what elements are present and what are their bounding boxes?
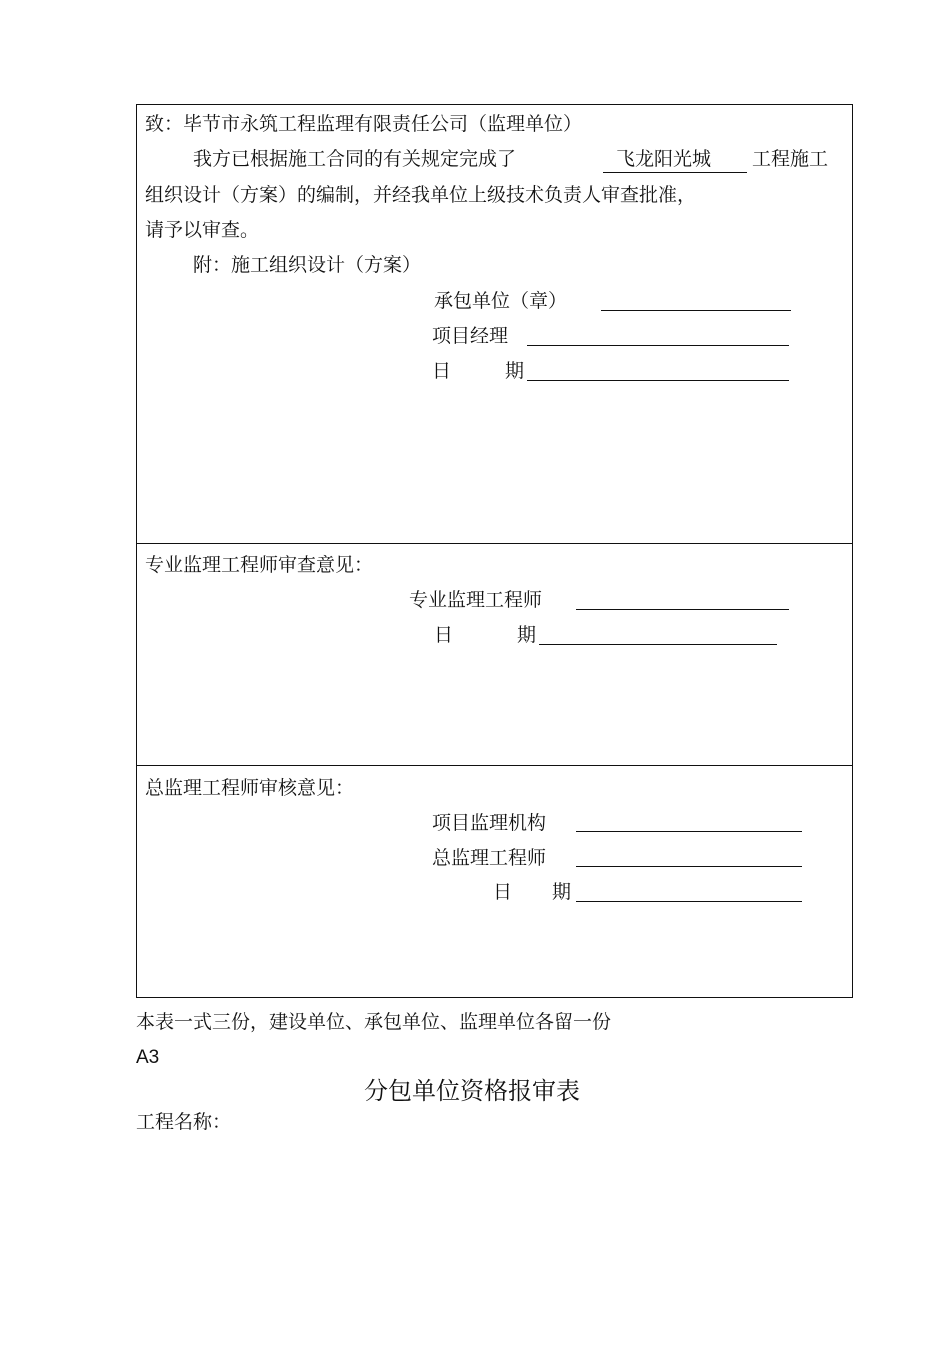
project-manager-label: 项目经理: [432, 325, 509, 347]
date-label-char-2: 期: [552, 881, 572, 903]
next-form-title: 分包单位资格报审表: [364, 1077, 580, 1105]
paragraph-start: 我方已根据施工合同的有关规定完成了: [193, 148, 517, 170]
project-name-field-label: 工程名称：: [136, 1111, 232, 1133]
section-divider-1: [136, 543, 853, 544]
paragraph-line-3: 请予以审查。: [145, 219, 260, 241]
chief-heading: 总监理工程师审核意见：: [145, 777, 355, 799]
copies-note: 本表一式三份，建设单位、承包单位、监理单位各留一份: [136, 1011, 612, 1033]
paragraph-end: 工程施工: [752, 148, 829, 170]
project-name-value: 飞龙阳光城: [616, 148, 712, 170]
contractor-signature-line[interactable]: [601, 310, 791, 311]
date-label-char-1: 日: [493, 881, 513, 903]
specialist-heading: 专业监理工程师审查意见：: [145, 554, 374, 576]
addressee-line: 致：毕节市永筑工程监理有限责任公司（监理单位）: [145, 113, 583, 135]
project-name-underline: [603, 172, 747, 173]
attachment-line: 附：施工组织设计（方案）: [193, 254, 422, 276]
project-manager-signature-line[interactable]: [527, 345, 789, 346]
supervision-org-signature-line[interactable]: [576, 831, 802, 832]
specialist-signature-line[interactable]: [576, 609, 789, 610]
date-line-top[interactable]: [527, 380, 789, 381]
date-line-chief[interactable]: [576, 901, 802, 902]
contractor-label: 承包单位（章）: [434, 290, 568, 312]
date-line-specialist[interactable]: [539, 644, 777, 645]
section-divider-2: [136, 765, 853, 766]
date-label-char-2: 期: [517, 624, 537, 646]
specialist-engineer-label: 专业监理工程师: [409, 589, 543, 611]
chief-signature-line[interactable]: [576, 866, 802, 867]
supervision-org-label: 项目监理机构: [432, 812, 547, 834]
date-label-char-2: 期: [505, 360, 525, 382]
paragraph-line-2: 组织设计（方案）的编制，并经我单位上级技术负责人审查批准，: [145, 184, 697, 206]
chief-engineer-label: 总监理工程师: [432, 847, 547, 869]
form-code: A3: [136, 1047, 160, 1068]
date-label-char-1: 日: [432, 360, 452, 382]
date-label-char-1: 日: [434, 624, 454, 646]
